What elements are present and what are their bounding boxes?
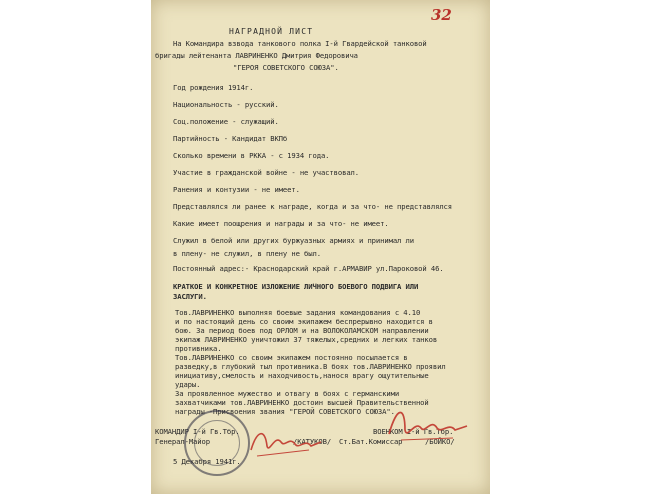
section-heading-line-1: КРАТКОЕ И КОНКРЕТНОЕ ИЗЛОЖЕНИЕ ЛИЧНОГО БОЕВОГО ПОДВИГА ИЛИ xyxy=(173,282,419,291)
commander-name: /КАТУКОВ/ xyxy=(293,437,332,446)
body-line-11: захватчиками тов.ЛАВРИНЕНКО достоин высшей Правительственной xyxy=(175,398,429,407)
corner-handwritten-number: 32 xyxy=(431,6,452,24)
body-line-1: Тов.ЛАВРИНЕНКО выполняя боевые задания командования с 4.10 xyxy=(175,308,421,317)
body-line-5: противника. xyxy=(175,344,222,353)
field-wounds: Ранения и контузии - не имеет. xyxy=(173,185,300,194)
document-title: НАГРАДНОЙ ЛИСТ xyxy=(229,27,314,36)
field-party: Партийность - Кандидат ВКПб xyxy=(173,134,288,143)
field-social-status: Соц.положение - служащий. xyxy=(173,117,279,126)
body-line-3: бою. За период боев под ОРЛОМ и на ВОЛОКОЛАМСКОМ направлении xyxy=(175,326,429,335)
commissar-name: /БОЙКО/ xyxy=(425,437,455,446)
body-line-2: и по настоящий день со своим экипажем беспрерывно находится в xyxy=(175,317,433,326)
body-line-4: экипаж ЛАВРИНЕНКО уничтожил 37 тяжелых,средних и легких танков xyxy=(175,335,438,344)
field-commendations: Какие имеет поощрения и награды и за что- не имеет. xyxy=(173,219,389,228)
commander-signature xyxy=(247,420,327,460)
field-birth-year: Год рождения 1914г. xyxy=(173,83,254,92)
commissar-rank: Ст.Бат.Комиссар xyxy=(339,437,403,446)
round-seal-stamp xyxy=(184,410,250,476)
commander-rank: Генерал-Майор xyxy=(155,437,210,446)
field-army-service: Сколько времени в РККА - с 1934 года. xyxy=(173,151,330,160)
field-white-army: Служил в белой или других буржуазных армиях и принимал ли xyxy=(173,236,414,245)
body-line-8: инициативу,смелость и находчивость,нанося врагу ощутительные xyxy=(175,371,429,380)
header-line-2: бригады лейтенанта ЛАВРИНЕНКО Дмитрия Федоровича xyxy=(155,51,358,60)
field-captivity: в плену- не служил, в плену не был. xyxy=(173,249,321,258)
document-date: 5 Декабря 1941г. xyxy=(173,457,241,466)
award-sheet xyxy=(151,0,490,494)
body-line-7: разведку,в глубокий тыл противника.В боях тов.ЛАВРИНЕНКО проявил xyxy=(175,362,446,371)
commissar-title: ВОЕНКОМ I-й Гв.Тбр. xyxy=(373,427,454,436)
header-line-1: На Командира взвода танкового полка I-й Гвардейской танковой xyxy=(173,39,427,48)
field-civil-war: Участие в гражданской войне - не участвовал. xyxy=(173,168,359,177)
field-previous-awards: Представлялся ли ранее к награде, когда и за что- не представлялся xyxy=(173,202,452,211)
body-line-12: награды -Присвоения звания "ГЕРОЙ СОВЕТСКОГО СОЮЗА". xyxy=(175,407,395,416)
body-line-9: удары. xyxy=(175,380,201,389)
field-address: Постоянный адрес:- Краснодарский край г.АРМАВИР ул.Пароковой 46. xyxy=(173,264,444,273)
section-heading-line-2: ЗАСЛУГИ. xyxy=(173,292,207,301)
header-line-3: "ГЕРОЯ СОВЕТСКОГО СОЮЗА". xyxy=(233,63,339,72)
body-line-10: За проявленное мужество и отвагу в боях с германскими xyxy=(175,389,400,398)
field-nationality: Национальность - русский. xyxy=(173,100,279,109)
commander-title: КОМАНДИР I-й Гв.Тбр. xyxy=(155,427,240,436)
commissar-signature xyxy=(383,400,473,446)
body-line-6: Тов.ЛАВРИНЕНКО со своим экипажем постоянно посылается в xyxy=(175,353,408,362)
